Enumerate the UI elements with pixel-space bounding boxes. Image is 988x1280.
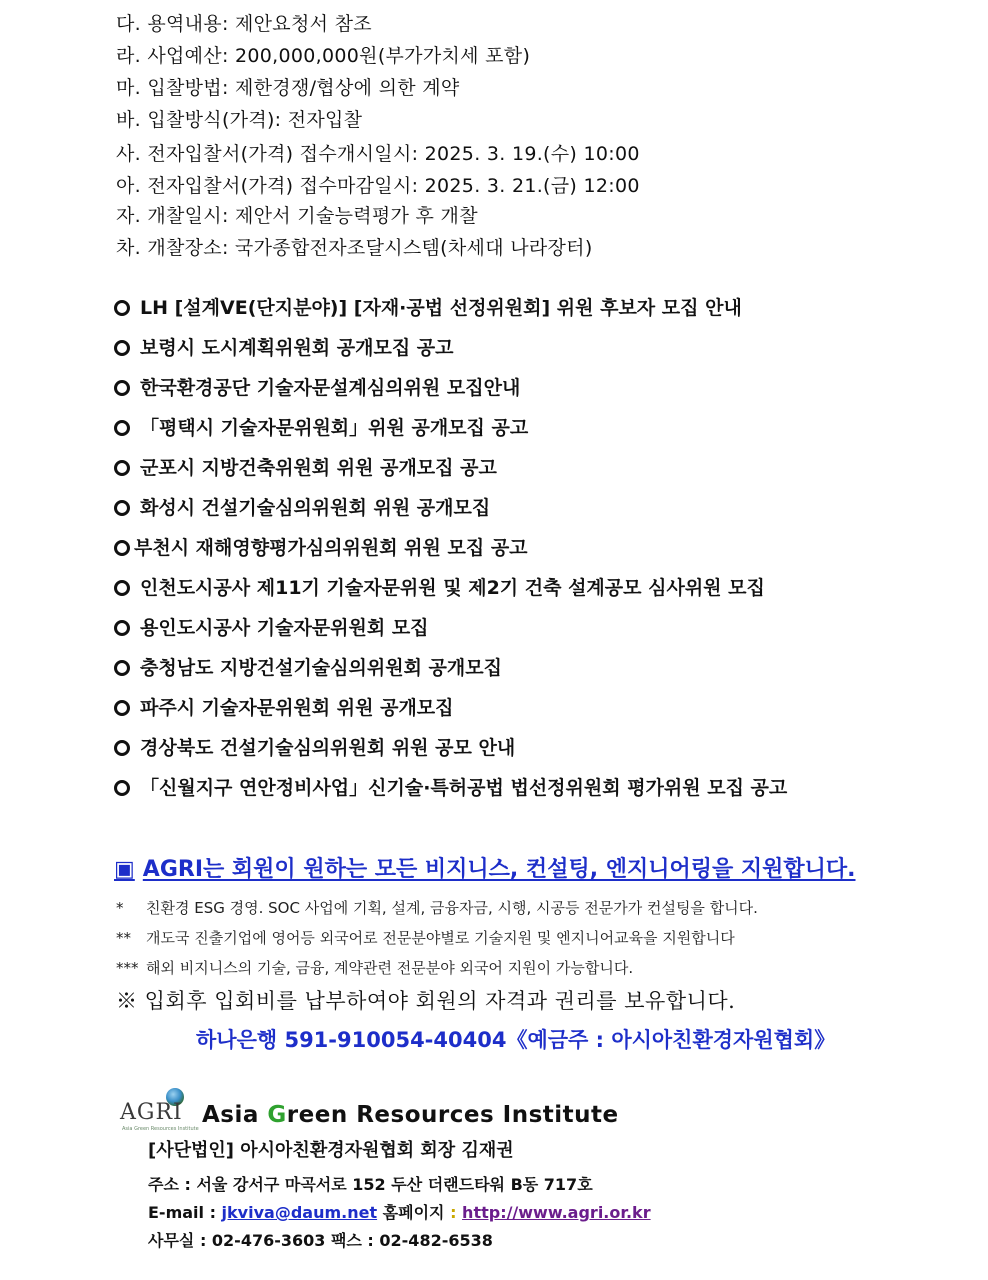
notice-title: 인천도시공사 제11기 기술자문위원 및 제2기 건축 설계공모 심사위원 모집 xyxy=(140,577,765,599)
notice-title: 화성시 건설기술심의위원회 위원 공개모집 xyxy=(140,497,491,519)
asterisk-marker: * xyxy=(116,899,124,917)
circle-bullet-icon xyxy=(114,540,130,556)
notice-item[interactable] xyxy=(114,454,497,482)
notice-item[interactable] xyxy=(114,294,742,322)
bank-account-info: 하나은행 591-910054-40404《예금주 : 아시아친환경자원협회》 xyxy=(196,1028,836,1052)
circle-bullet-icon xyxy=(114,660,130,676)
bid-detail-service: 다. 용역내용: 제안요청서 참조 xyxy=(116,13,372,35)
address-line: 주소 : 서울 강서구 마곡서로 152 두산 더랜드타워 B동 717호 xyxy=(148,1175,593,1194)
homepage-label: 홈페이지 xyxy=(377,1203,451,1222)
notice-item[interactable] xyxy=(114,734,515,762)
notice-item[interactable] xyxy=(114,654,502,682)
square-marker-icon: ▣ xyxy=(114,857,135,882)
org-name-green-letter: G xyxy=(267,1102,287,1128)
notice-title: 경상북도 건설기술심의위원회 위원 공모 안내 xyxy=(140,737,516,759)
notice-title: 「평택시 기술자문위원회」위원 공개모집 공고 xyxy=(140,417,529,439)
phone-fax-line: 사무실 : 02-476-3603 팩스 : 02-482-6538 xyxy=(148,1231,493,1250)
homepage-link[interactable]: http://www.agri.or.kr xyxy=(462,1203,651,1222)
notice-item[interactable] xyxy=(114,574,765,602)
notice-item[interactable] xyxy=(114,694,454,722)
notice-title: LH [설계VE(단지분야)] [자재·공법 선정위원회] 위원 후보자 모집 안내 xyxy=(140,297,742,319)
bid-detail-opening: 자. 개찰일시: 제안서 기술능력평가 후 개찰 xyxy=(116,205,478,227)
circle-bullet-icon xyxy=(114,780,130,796)
notice-item[interactable] xyxy=(114,614,429,642)
circle-bullet-icon xyxy=(114,500,130,516)
contact-line xyxy=(148,1200,651,1223)
notice-title: 부천시 재해영향평가심의위원회 위원 모집 공고 xyxy=(134,537,528,559)
bid-detail-budget: 라. 사업예산: 200,000,000원(부가가치세 포함) xyxy=(116,45,531,67)
notice-item[interactable] xyxy=(114,534,528,562)
circle-bullet-icon xyxy=(114,700,130,716)
bid-detail-method: 마. 입찰방법: 제한경쟁/협상에 의한 계약 xyxy=(116,77,460,99)
notice-title: 군포시 지방건축위원회 위원 공개모집 공고 xyxy=(140,457,497,479)
notice-title: 충청남도 지방건설기술심의위원회 공개모집 xyxy=(140,657,502,679)
agri-logo xyxy=(120,1086,199,1136)
org-name-rest: reen Resources Institute xyxy=(286,1102,619,1128)
logo-text: AGRI xyxy=(120,1100,183,1125)
circle-bullet-icon xyxy=(114,740,130,756)
banner-text: AGRI는 회원이 원하는 모든 비지니스, 컨설팅, 엔지니어링을 지원합니다. xyxy=(142,857,856,882)
notice-item[interactable] xyxy=(114,334,454,362)
president-line: [사단법인] 아시아친환경자원협회 회장 김재권 xyxy=(148,1140,514,1161)
bid-detail-open-date: 사. 전자입찰서(가격) 접수개시일시: 2025. 3. 19.(수) 10:00 xyxy=(116,143,640,165)
agri-support-banner xyxy=(114,852,856,883)
service-line xyxy=(116,897,758,919)
circle-bullet-icon xyxy=(114,580,130,596)
circle-bullet-icon xyxy=(114,420,130,436)
notice-item[interactable] xyxy=(114,374,520,402)
bid-detail-type: 바. 입찰방식(가격): 전자입찰 xyxy=(116,109,363,131)
circle-bullet-icon xyxy=(114,620,130,636)
bid-detail-close-date: 아. 전자입찰서(가격) 접수마감일시: 2025. 3. 21.(금) 12:00 xyxy=(116,175,640,197)
logo-subtext: Asia Green Resources Institute xyxy=(122,1126,199,1132)
org-name-prefix: Asia xyxy=(202,1102,268,1128)
organization-name xyxy=(202,1102,619,1128)
email-label: E-mail : xyxy=(148,1203,222,1222)
notice-title: 「신월지구 연안정비사업」신기술·특허공법 법선정위원회 평가위원 모집 공고 xyxy=(140,777,788,799)
notice-title: 한국환경공단 기술자문설계심의위원 모집안내 xyxy=(140,377,521,399)
notice-item[interactable] xyxy=(114,494,490,522)
asterisk-marker: *** xyxy=(116,959,139,977)
circle-bullet-icon xyxy=(114,460,130,476)
service-line xyxy=(116,957,633,979)
circle-bullet-icon xyxy=(114,300,130,316)
service-text: 개도국 진출기업에 영어등 외국어로 전문분야별로 기술지원 및 엔지니어교육을 지원합니다 xyxy=(146,929,735,947)
notice-title: 용인도시공사 기술자문위원회 모집 xyxy=(140,617,429,639)
email-link[interactable]: jkviva@daum.net xyxy=(221,1203,378,1222)
homepage-colon: : xyxy=(450,1203,457,1222)
membership-note: ※ 입회후 입회비를 납부하여야 회원의 자격과 권리를 보유합니다. xyxy=(116,989,736,1013)
service-text: 친환경 ESG 경영. SOC 사업에 기획, 설계, 금융자금, 시행, 시공등 전문가가 컨설팅을 합니다. xyxy=(146,899,758,917)
bid-detail-place: 차. 개찰장소: 국가종합전자조달시스템(차세대 나라장터) xyxy=(116,237,593,259)
circle-bullet-icon xyxy=(114,380,130,396)
notice-item[interactable] xyxy=(114,414,528,442)
service-line xyxy=(116,927,735,949)
notice-item[interactable] xyxy=(114,774,787,802)
circle-bullet-icon xyxy=(114,340,130,356)
asterisk-marker: ** xyxy=(116,929,131,947)
notice-title: 보령시 도시계획위원회 공개모집 공고 xyxy=(140,337,454,359)
service-text: 해외 비지니스의 기술, 금융, 계약관련 전문분야 외국어 지원이 가능합니다. xyxy=(146,959,634,977)
notice-title: 파주시 기술자문위원회 위원 공개모집 xyxy=(140,697,454,719)
